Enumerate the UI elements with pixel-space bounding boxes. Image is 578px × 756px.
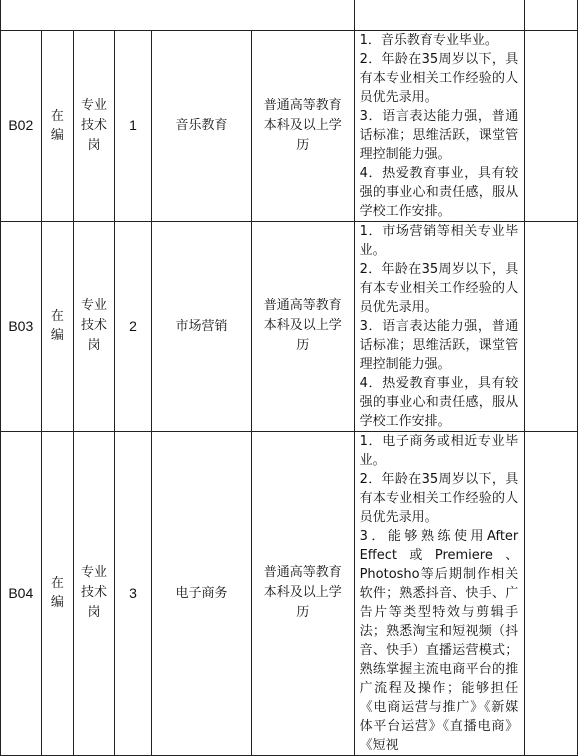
requirements-cell — [354, 30, 525, 221]
position-name: 音乐教育 — [152, 30, 252, 221]
table-row — [1, 431, 578, 755]
requirement-item: 2．年龄在35周岁以下，具有本专业相关工作经验的人员优先录用。 — [359, 51, 519, 105]
requirement-item: 3．语言表达能力强，普通话标准；思维活跃，课堂管理控制能力强。 — [359, 108, 519, 162]
headcount: 1 — [114, 30, 151, 221]
education-requirement: 普通高等教育本科及以上学历 — [263, 97, 342, 153]
continued-row-spacer — [1, 0, 355, 30]
requirement-item: 3．语言表达能力强，普通话标准；思维活跃，课堂管理控制能力强。 — [359, 318, 519, 372]
post-category: 专业技术岗 — [80, 97, 107, 153]
staffing-type: 在编 — [50, 309, 64, 343]
staffing-type: 在编 — [50, 108, 64, 143]
requirements-cell — [354, 221, 525, 431]
position-code: B03 — [1, 221, 42, 431]
empty-cell — [525, 221, 578, 431]
continued-requirements-cell — [354, 0, 525, 30]
requirement-item: 4．热爱教育事业，具有较强的事业心和责任感，服从学校工作安排。 — [359, 375, 519, 429]
position-code: B04 — [1, 431, 42, 755]
requirement-item: 1．音乐教育专业毕业。 — [359, 32, 498, 48]
requirement-item: 2．年龄在35周岁以下，具有本专业相关工作经验的人员优先录用。 — [359, 471, 519, 525]
table-row — [1, 221, 578, 431]
education-requirement: 普通高等教育本科及以上学历 — [263, 565, 342, 620]
position-name: 电子商务 — [152, 431, 252, 755]
post-category: 专业技术岗 — [80, 565, 107, 620]
requirement-item: 3．能够熟练使用After Effect或Premiere、Photosho等后期制作相关软件；熟悉抖音、快手、广告片等类型特效与剪辑手法；熟悉淘宝和短视频（抖音、快手）直播运营模式；熟练掌握主流电商平台的推广流程及操作；能够担任《电商运营与推广》《新媒体平台运营》《直播电商》《短视 — [359, 528, 519, 753]
position-code: B02 — [1, 30, 42, 221]
staffing-type: 在编 — [50, 576, 64, 610]
requirement-item: 1．市场营销等相关专业毕业。 — [359, 223, 519, 258]
position-name: 市场营销 — [152, 221, 252, 431]
post-category: 专业技术岗 — [80, 298, 107, 353]
headcount: 2 — [114, 221, 151, 431]
requirements-cell — [354, 431, 525, 755]
requirement-item: 2．年龄在35周岁以下，具有本专业相关工作经验的人员优先录用。 — [359, 261, 519, 315]
headcount: 3 — [114, 431, 151, 755]
empty-cell — [525, 431, 578, 755]
requirement-item: 4．热爱教育事业，具有较强的事业心和责任感，服从学校工作安排。 — [359, 165, 519, 219]
empty-cell — [525, 0, 578, 30]
empty-cell — [525, 30, 578, 221]
table-row — [1, 30, 578, 221]
requirement-item: 1．电子商务或相近专业毕业。 — [359, 433, 519, 468]
education-requirement: 普通高等教育本科及以上学历 — [263, 298, 342, 353]
table-row — [1, 0, 578, 30]
